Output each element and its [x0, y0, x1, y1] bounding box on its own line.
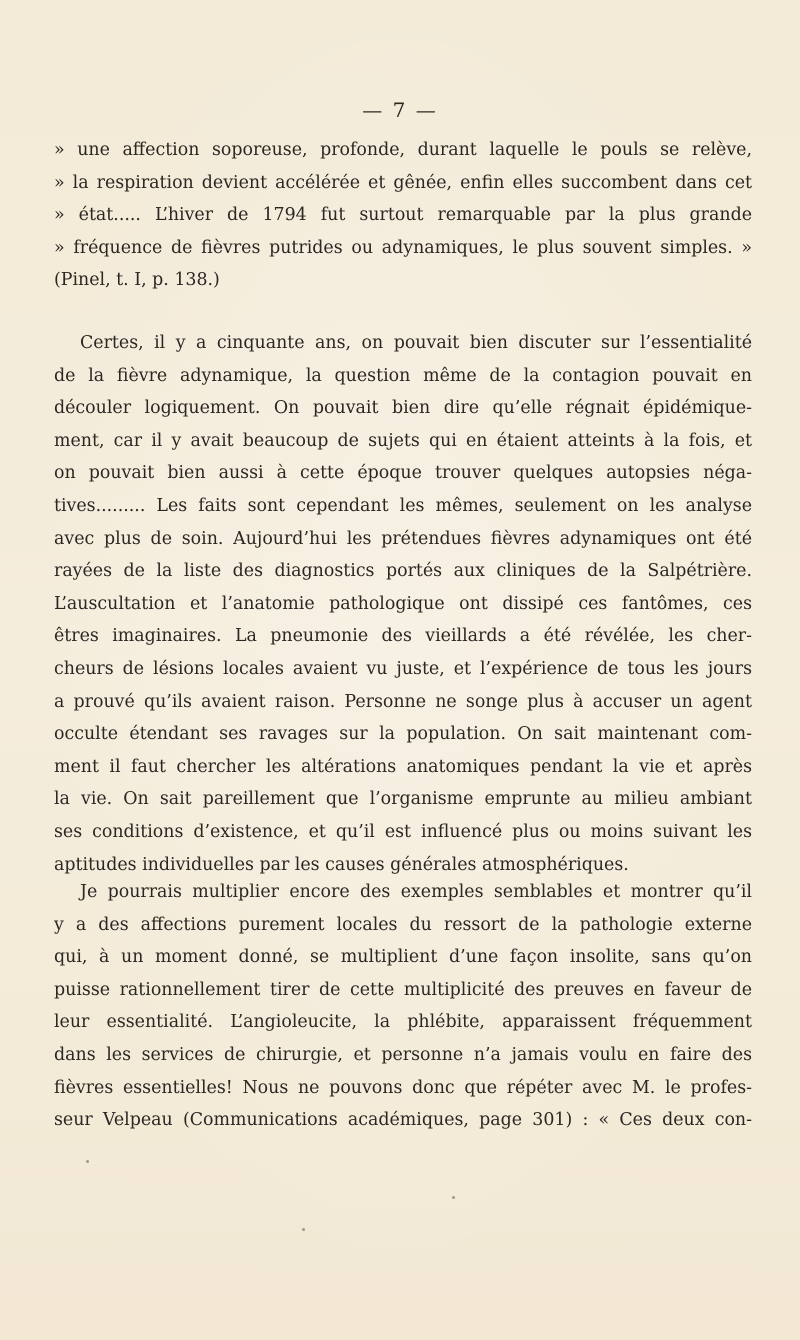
paragraph-line: seur Velpeau (Communications académiques, page 301) : « Ces deux con- [54, 1110, 752, 1131]
paragraph-line: Je pourrais multiplier encore des exemples semblables et montrer qu’il [80, 882, 752, 902]
paragraph-line: y a des affections purement locales du ressort de la pathologie externe [54, 914, 752, 935]
paragraph-line: ses conditions d’existence, et qu’il est influencé plus ou moins suivant les [54, 821, 752, 842]
paragraph-line: leur essentialité. L’angioleucite, la phlébite, apparaissent fréquemment [54, 1012, 752, 1033]
citation-line: (Pinel, t. I, p. 138.) [54, 270, 220, 291]
paragraph-line: êtres imaginaires. La pneumonie des vieillards a été révélée, les cher- [54, 626, 752, 647]
paragraph-essentialite [54, 327, 752, 881]
paragraph-line: aptitudes individuelles par les causes générales atmosphériques. [54, 854, 629, 875]
paragraph-line: tives......... Les faits sont cependant les mêmes, seulement on les analyse [54, 495, 752, 516]
quote-line: » la respiration devient accélérée et gênée, enfin elles succombent dans cet [54, 172, 752, 193]
paragraph-line: qui, à un moment donné, se multiplient d’une façon insolite, sans qu’on [54, 947, 752, 968]
paragraph-line: fièvres essentielles! Nous ne pouvons donc que répéter avec M. le profes- [54, 1077, 752, 1098]
paragraph-line: Certes, il y a cinquante ans, on pouvait bien discuter sur l’essentialité [80, 333, 752, 353]
paragraph-line: a prouvé qu’ils avaient raison. Personne ne songe plus à accuser un agent [54, 691, 752, 712]
paper-speck [302, 1228, 305, 1231]
page-number: — 7 — [362, 98, 438, 122]
paragraph-line: cheurs de lésions locales avaient vu juste, et l’expérience de tous les jours [54, 658, 752, 679]
paragraph-line: L’auscultation et l’anatomie pathologique ont dissipé ces fantômes, ces [54, 593, 752, 614]
paragraph-affections-locales [54, 876, 752, 1137]
quote-line: » une affection soporeuse, profonde, durant laquelle le pouls se relève, [54, 140, 752, 160]
paragraph-line: rayées de la liste des diagnostics portés aux cliniques de la Salpétrière. [54, 561, 752, 582]
paragraph-line: puisse rationnellement tirer de cette multiplicité des preuves en faveur de [54, 979, 752, 1000]
paragraph-line: dans les services de chirurgie, et personne n’a jamais voulu en faire des [54, 1044, 752, 1065]
paper-speck [86, 1160, 89, 1163]
paragraph-line: ment il faut chercher les altérations anatomiques pendant la vie et après [54, 756, 752, 777]
paragraph-line: occulte étendant ses ravages sur la population. On sait maintenant com- [54, 724, 752, 745]
quote-line: » fréquence de fièvres putrides ou adynamiques, le plus souvent simples. » [54, 237, 752, 258]
paragraph-line: on pouvait bien aussi à cette époque trouver quelques autopsies néga- [54, 463, 752, 484]
paragraph-line: ment, car il y avait beaucoup de sujets qui en étaient atteints à la fois, et [54, 430, 752, 451]
paragraph-line: découler logiquement. On pouvait bien dire qu’elle régnait épidémique- [54, 398, 752, 419]
paragraph-line: avec plus de soin. Aujourd’hui les prétendues fièvres adynamiques ont été [54, 528, 752, 549]
quote-line: » état..... L’hiver de 1794 fut surtout remarquable par la plus grande [54, 205, 752, 226]
paper-speck [452, 1196, 455, 1199]
paragraph-line: de la fièvre adynamique, la question même de la contagion pouvait en [54, 365, 752, 386]
quotation-block [54, 134, 752, 297]
paragraph-line: la vie. On sait pareillement que l’organisme emprunte au milieu ambiant [54, 789, 752, 810]
